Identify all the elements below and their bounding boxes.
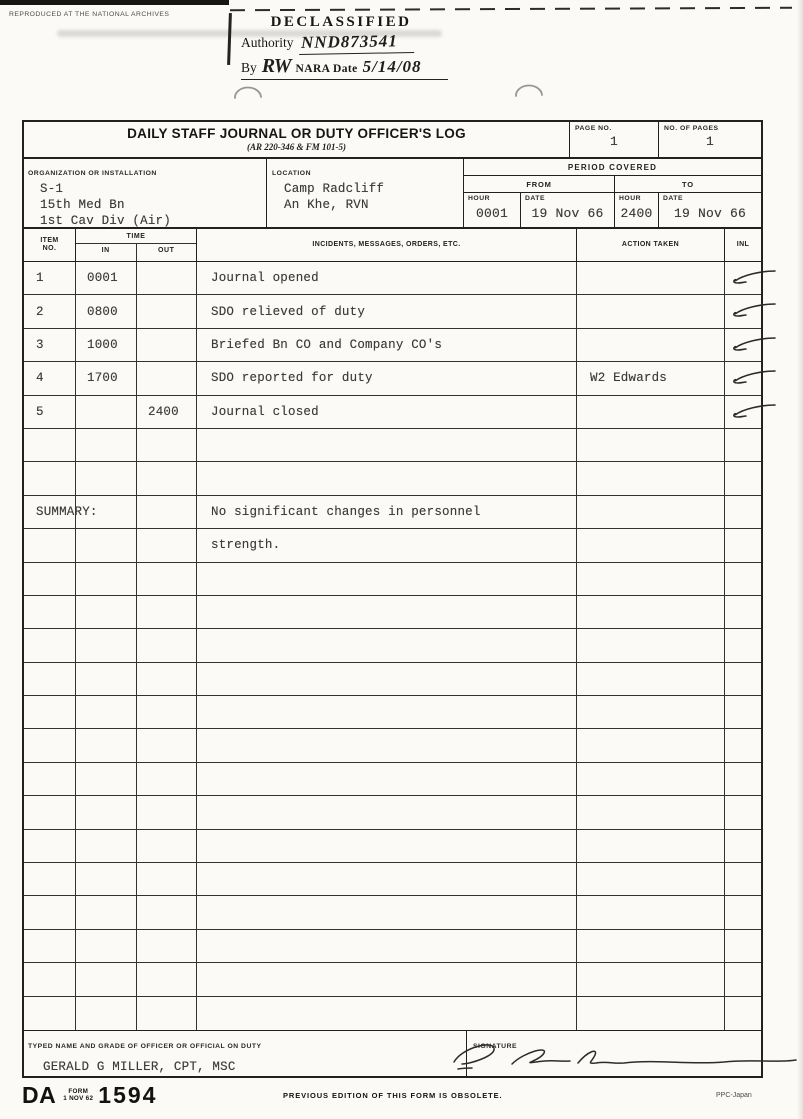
- journal-row: [24, 663, 761, 696]
- incident-cell: [197, 596, 577, 628]
- time-out-cell: [137, 863, 197, 895]
- incident-cell: [197, 830, 577, 862]
- inl-cell: [725, 429, 761, 461]
- journal-row: [24, 963, 761, 996]
- typed-name-value: GERALD G MILLER, CPT, MSC: [43, 1060, 236, 1074]
- location-line: Camp Radcliff: [284, 182, 385, 196]
- journal-row: [24, 496, 761, 529]
- inl-cell: [725, 496, 761, 528]
- journal-table: [24, 229, 761, 1030]
- inl-cell: [725, 329, 761, 361]
- item-no-cell: [24, 329, 76, 361]
- action-taken-cell: [577, 663, 725, 695]
- inl-cell: [725, 896, 761, 928]
- journal-row: [24, 896, 761, 929]
- time-in-cell: [76, 729, 137, 761]
- action-taken-cell: [577, 729, 725, 761]
- time-in-cell: [76, 796, 137, 828]
- time-in-cell: [76, 830, 137, 862]
- action-taken-cell: [577, 629, 725, 661]
- period-covered-cell: [464, 159, 761, 227]
- to-date-value: 19 Nov 66: [673, 206, 746, 221]
- item-no-cell: [24, 429, 76, 461]
- incident-cell: [197, 295, 577, 327]
- inl-header: INL: [736, 240, 750, 248]
- journal-row: [24, 863, 761, 896]
- item-no-cell: [24, 496, 98, 528]
- inl-cell: [725, 830, 761, 862]
- time-in-cell: [76, 696, 137, 728]
- item-no-value: SUMMARY:: [36, 504, 98, 519]
- date-label: DATE: [525, 195, 545, 202]
- journal-table-header: [24, 229, 761, 262]
- time-out-cell: [137, 796, 197, 828]
- item-no-value: 5: [36, 404, 44, 419]
- incident-text: Journal opened: [211, 271, 319, 286]
- incident-text: Briefed Bn CO and Company CO's: [211, 337, 443, 352]
- item-no-cell: [24, 663, 76, 695]
- stamp-by-label: By: [241, 60, 257, 75]
- time-in-cell: [76, 396, 137, 428]
- time-in-value: 0800: [87, 304, 118, 319]
- org-location-period-row: [24, 159, 761, 229]
- signature-label: SIGNATURE: [473, 1043, 518, 1050]
- form-edition: [63, 1089, 93, 1103]
- printer-code: PPC-Japan: [716, 1092, 752, 1099]
- time-out-cell: [137, 329, 197, 361]
- no-of-pages-value: 1: [705, 134, 714, 149]
- item-no-cell: [24, 696, 76, 728]
- time-in-cell: [76, 930, 137, 962]
- time-out-cell: [137, 963, 197, 995]
- incident-cell: [197, 462, 577, 494]
- time-out-cell: [137, 596, 197, 628]
- time-out-value: 2400: [148, 404, 179, 419]
- no-of-pages-label: NO. OF PAGES: [664, 125, 719, 132]
- inl-cell: [725, 930, 761, 962]
- action-taken-cell: [577, 830, 725, 862]
- action-taken-cell: [577, 362, 725, 394]
- item-no-cell: [24, 529, 76, 561]
- incident-text: SDO reported for duty: [211, 371, 373, 386]
- time-in-cell: [76, 997, 137, 1030]
- form-header-row: [24, 122, 761, 159]
- inl-cell: [725, 529, 761, 561]
- incident-cell: [197, 429, 577, 461]
- punch-hole-mark-right: [513, 84, 545, 98]
- inl-cell: [725, 663, 761, 695]
- inl-cell: [725, 396, 761, 428]
- time-out-header: OUT: [157, 247, 175, 254]
- incident-cell: [197, 563, 577, 595]
- time-out-cell: [137, 529, 197, 561]
- to-hour-value: 2400: [620, 206, 653, 221]
- organization-cell: [24, 159, 267, 227]
- obsolete-note: PREVIOUS EDITION OF THIS FORM IS OBSOLETE.: [283, 1091, 503, 1100]
- journal-row: [24, 596, 761, 629]
- typed-name-label: TYPED NAME AND GRADE OF OFFICER OR OFFICIAL ON DUTY: [28, 1043, 262, 1050]
- item-no-cell: [24, 262, 76, 294]
- item-no-cell: [24, 863, 76, 895]
- journal-row: [24, 629, 761, 662]
- time-in-cell: [76, 896, 137, 928]
- time-in-value: 0001: [87, 271, 118, 286]
- incident-cell: [197, 729, 577, 761]
- journal-row: [24, 429, 761, 462]
- location-line: An Khe, RVN: [284, 198, 369, 212]
- incidents-header: INCIDENTS, MESSAGES, ORDERS, ETC.: [197, 229, 577, 261]
- time-out-cell: [137, 362, 197, 394]
- action-taken-cell: [577, 930, 725, 962]
- action-taken-cell: [577, 963, 725, 995]
- form-footer: [0, 1082, 803, 1116]
- from-hour-cell: [464, 193, 521, 227]
- time-out-cell: [137, 663, 197, 695]
- incident-text: No significant changes in personnel: [211, 504, 481, 519]
- time-out-cell: [137, 729, 197, 761]
- organization-line: 15th Med Bn: [40, 198, 125, 212]
- time-out-cell: [137, 830, 197, 862]
- action-taken-cell: [577, 763, 725, 795]
- time-out-cell: [137, 763, 197, 795]
- time-in-cell: [76, 563, 137, 595]
- action-taken-header: ACTION TAKEN: [577, 229, 725, 261]
- item-no-cell: [24, 830, 76, 862]
- incident-cell: [197, 863, 577, 895]
- time-out-cell: [137, 496, 197, 528]
- time-in-value: 1000: [87, 337, 118, 352]
- journal-row: [24, 830, 761, 863]
- item-no-cell: [24, 396, 76, 428]
- time-in-cell: [76, 362, 137, 394]
- incident-text: SDO relieved of duty: [211, 304, 366, 319]
- action-taken-cell: [577, 462, 725, 494]
- time-in-cell: [76, 329, 137, 361]
- time-out-cell: [137, 262, 197, 294]
- action-taken-cell: [577, 429, 725, 461]
- signature-scribble: [448, 1036, 798, 1080]
- inl-cell: [725, 362, 761, 394]
- item-no-cell: [24, 362, 76, 394]
- inl-cell: [725, 997, 761, 1030]
- journal-row: [24, 563, 761, 596]
- time-in-cell: [76, 963, 137, 995]
- action-taken-cell: [577, 696, 725, 728]
- time-in-cell: [76, 262, 137, 294]
- item-no-header: ITEM NO.: [24, 229, 76, 261]
- archives-note: REPRODUCED AT THE NATIONAL ARCHIVES: [9, 11, 170, 18]
- initials-mark: [727, 402, 779, 420]
- incident-cell: [197, 663, 577, 695]
- inl-cell: [725, 262, 761, 294]
- item-no-cell: [24, 963, 76, 995]
- period-from-label: FROM: [464, 176, 615, 192]
- time-header: TIME: [76, 229, 196, 244]
- stamp-date-value: 5/14/08: [362, 57, 422, 76]
- action-taken-cell: [577, 563, 725, 595]
- item-no-cell: [24, 563, 76, 595]
- initials-mark: [727, 301, 779, 319]
- action-taken-cell: [577, 796, 725, 828]
- typed-name-cell: [24, 1031, 467, 1078]
- inl-cell: [725, 696, 761, 728]
- period-to-label: TO: [682, 180, 694, 189]
- punch-hole-mark-left: [232, 86, 264, 100]
- time-header-group: [76, 229, 197, 261]
- incident-cell: [197, 796, 577, 828]
- time-in-cell: [76, 429, 137, 461]
- incident-cell: [197, 997, 577, 1030]
- item-no-cell: [24, 629, 76, 661]
- initials-mark: [727, 335, 779, 353]
- journal-row: [24, 462, 761, 495]
- time-in-cell: [76, 462, 137, 494]
- incident-cell: [197, 696, 577, 728]
- action-taken-cell: [577, 295, 725, 327]
- action-taken-cell: [577, 262, 725, 294]
- inl-cell: [725, 863, 761, 895]
- incident-cell: [197, 262, 577, 294]
- time-out-cell: [137, 896, 197, 928]
- time-in-cell: [76, 629, 137, 661]
- da-form-1594: [22, 120, 763, 1078]
- incident-cell: [197, 930, 577, 962]
- journal-row: [24, 796, 761, 829]
- inl-cell: [725, 963, 761, 995]
- time-out-cell: [137, 429, 197, 461]
- item-no-cell: [24, 295, 76, 327]
- form-label: FORM: [68, 1088, 89, 1095]
- period-covered-label: PERIOD COVERED: [464, 159, 761, 176]
- incident-cell: [197, 496, 577, 528]
- stamp-top-dashed-line: [230, 7, 792, 12]
- organization-line: 1st Cav Div (Air): [40, 214, 171, 228]
- journal-row: [24, 763, 761, 796]
- hour-label: HOUR: [619, 195, 642, 202]
- inl-cell: [725, 796, 761, 828]
- stamp-nara-label: NARA Date: [295, 63, 358, 75]
- item-no-cell: [24, 796, 76, 828]
- form-title-cell: [24, 122, 570, 157]
- inl-cell: [725, 295, 761, 327]
- inl-cell: [725, 629, 761, 661]
- journal-row: [24, 729, 761, 762]
- item-no-value: 3: [36, 337, 44, 352]
- no-of-pages-cell: [659, 122, 761, 157]
- time-out-cell: [137, 696, 197, 728]
- incident-cell: [197, 963, 577, 995]
- inl-cell: [725, 462, 761, 494]
- organization-label: ORGANIZATION OR INSTALLATION: [28, 170, 157, 177]
- action-taken-cell: [577, 997, 725, 1030]
- form-title: DAILY STAFF JOURNAL OR DUTY OFFICER'S LOG: [127, 126, 466, 141]
- incident-cell: [197, 362, 577, 394]
- initials-mark: [727, 268, 779, 286]
- incident-cell: [197, 329, 577, 361]
- date-label: DATE: [663, 195, 683, 202]
- scan-edge-strip: [0, 0, 229, 5]
- action-taken-cell: [577, 529, 725, 561]
- incident-text: Journal closed: [211, 404, 319, 419]
- action-taken-cell: [577, 496, 725, 528]
- incident-cell: [197, 763, 577, 795]
- action-taken-text: W2 Edwards: [590, 371, 668, 386]
- time-out-cell: [137, 930, 197, 962]
- incident-cell: [197, 629, 577, 661]
- action-taken-cell: [577, 596, 725, 628]
- stamp-authority-value: NND873541: [298, 31, 413, 55]
- stamp-by-initials: RW: [261, 55, 291, 77]
- form-number-block: [22, 1082, 157, 1109]
- time-in-value: 1700: [87, 371, 118, 386]
- item-no-value: 4: [36, 371, 44, 386]
- item-no-cell: [24, 729, 76, 761]
- item-no-cell: [24, 997, 76, 1030]
- item-no-cell: [24, 596, 76, 628]
- organization-line: S-1: [40, 182, 64, 196]
- action-taken-cell: [577, 329, 725, 361]
- hour-label: HOUR: [468, 195, 491, 202]
- item-no-value: 1: [36, 271, 44, 286]
- stamp-authority-label: Authority: [241, 35, 294, 50]
- to-hour-cell: [615, 193, 659, 227]
- action-taken-cell: [577, 896, 725, 928]
- page-no-label: PAGE NO.: [575, 125, 612, 132]
- journal-rows: [24, 262, 761, 1030]
- time-in-header: IN: [76, 244, 137, 261]
- form-date: 1 NOV 62: [63, 1094, 94, 1102]
- item-no-cell: [24, 896, 76, 928]
- time-out-cell: [137, 629, 197, 661]
- time-out-cell: [137, 462, 197, 494]
- time-in-cell: [76, 529, 137, 561]
- journal-row: [24, 262, 761, 295]
- time-out-cell: [137, 295, 197, 327]
- initials-mark: [727, 368, 779, 386]
- journal-row: [24, 696, 761, 729]
- location-cell: [267, 159, 464, 227]
- journal-row: [24, 997, 761, 1030]
- inl-cell: [725, 763, 761, 795]
- item-no-cell: [24, 763, 76, 795]
- from-date-cell: [521, 193, 615, 227]
- time-in-cell: [76, 763, 137, 795]
- journal-row: [24, 295, 761, 328]
- action-taken-cell: [577, 396, 725, 428]
- time-out-cell: [137, 563, 197, 595]
- inl-cell: [725, 563, 761, 595]
- stamp-title: DECLASSIFIED: [270, 14, 412, 30]
- journal-row: [24, 329, 761, 362]
- time-in-cell: [76, 596, 137, 628]
- page-no-value: 1: [609, 134, 618, 149]
- page-no-cell: [570, 122, 659, 157]
- item-no-value: 2: [36, 304, 44, 319]
- item-no-cell: [24, 930, 76, 962]
- journal-row: [24, 396, 761, 429]
- from-hour-value: 0001: [475, 206, 508, 221]
- time-in-cell: [76, 663, 137, 695]
- time-in-cell: [76, 863, 137, 895]
- inl-cell: [725, 596, 761, 628]
- incident-text: strength.: [211, 538, 281, 553]
- journal-row: [24, 529, 761, 562]
- from-date-value: 19 Nov 66: [531, 206, 604, 221]
- form-number: 1594: [98, 1082, 158, 1108]
- form-prefix: DA: [22, 1082, 57, 1108]
- form-subtitle: (AR 220-346 & FM 101-5): [247, 142, 346, 152]
- time-out-cell: [137, 997, 197, 1030]
- location-label: LOCATION: [272, 170, 311, 177]
- journal-row: [24, 930, 761, 963]
- item-no-cell: [24, 462, 76, 494]
- stamp-left-border: [227, 13, 232, 65]
- incident-cell: [197, 396, 577, 428]
- declassified-stamp: [241, 14, 501, 80]
- time-in-cell: [76, 295, 137, 327]
- to-date-cell: [659, 193, 761, 227]
- time-out-cell: [137, 396, 197, 428]
- incident-cell: [197, 896, 577, 928]
- journal-row: [24, 362, 761, 395]
- incident-cell: [197, 529, 577, 561]
- inl-cell: [725, 729, 761, 761]
- action-taken-cell: [577, 863, 725, 895]
